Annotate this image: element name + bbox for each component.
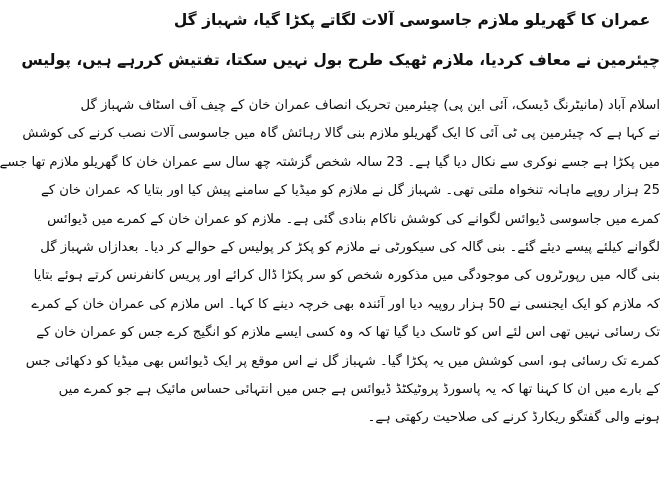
body-line-last: ہونے والی گفتگو ریکارڈ کرنے کی صلاحیت رکھتی ہے۔ [367,410,660,426]
headline-sub: چیئرمین نے معاف کردیا، ملازم ٹھیک طرح بول نہیں سکتا، تفتیش کررہے ہیں، پولیس [21,51,660,69]
body-line: میں پکڑا ہے جسے نوکری سے نکال دیا گیا ہے۔ 23 سالہ شخص گزشتہ چھ سال سے عمران خان کا گھریلو ملازم تھا جسے [0,154,660,170]
body-line: لگوانے کیلئے پیسے دیئے گئے۔ بنی گالہ کی سیکورٹی نے ملازم کو پکڑ کر پولیس کے حوالے کر دیا۔ بعدازاں شہباز گل [40,240,660,256]
headline-main: عمران کا گھریلو ملازم جاسوسی آلات لگاتے پکڑا گیا، شہباز گل [173,11,651,29]
body-line: 25 ہزار روپے ماہانہ تنخواہ ملتی تھی۔ شہباز گل نے ملازم کو میڈیا کے سامنے پیش کیا اور بتایا کہ عمران خان کے [41,183,660,199]
body-line: نے کہا ہے کہ چیئرمین پی ٹی آئی کا ایک گھریلو ملازم بنی گالا رہائش گاہ میں جاسوسی آلات نصب کرنے کی کوشش [22,126,660,142]
news-article [0,4,660,499]
body-line: اسلام آباد (مانیٹرنگ ڈیسک، آئی این پی) چیئرمین تحریک انصاف عمران خان کے چیف آف اسٹاف شہباز گل [80,98,660,113]
body-line: کمرے میں جاسوسی ڈیوائس لگوانے کی کوشش ناکام بنادی گئی ہے۔ ملازم کو عمران خان کے کمرے میں ڈیوائس [47,211,660,227]
body-line: تک رسائی نہیں تھی اس لئے اس کو ٹاسک دیا گیا تھا کہ وہ کسی ایسے ملازم کو انگیج کرے جس کو عمران خان کے [36,325,660,341]
body-line: کے بارے میں ان کا کہنا تھا کہ یہ پاسورڈ پروٹیکٹڈ ڈیوائس ہے جس میں انتہائی حساس مائیک ہے جو کمرے میں [58,382,660,398]
article-body [0,92,660,433]
body-line: کمرے تک رسائی ہو، اسی کوشش میں یہ پکڑا گیا۔ شہباز گل نے اس موقع پر ایک ڈیوائس بھی میڈیا کو دکھائی جس [25,353,660,369]
body-line: بنی گالہ میں رپورٹروں کی موجودگی میں مذکورہ شخص کو سر پکڑا ڈال کرائے اور پریس کانفرنس کرتے ہوئے بتایا [33,268,660,284]
body-line: کہ ملازم کو ایک ایجنسی نے 50 ہزار روپیہ دیا اور آئندہ بھی خرچہ دینے کا کہا۔ اس ملازم کی عمران خان کے کمرے [31,296,660,312]
